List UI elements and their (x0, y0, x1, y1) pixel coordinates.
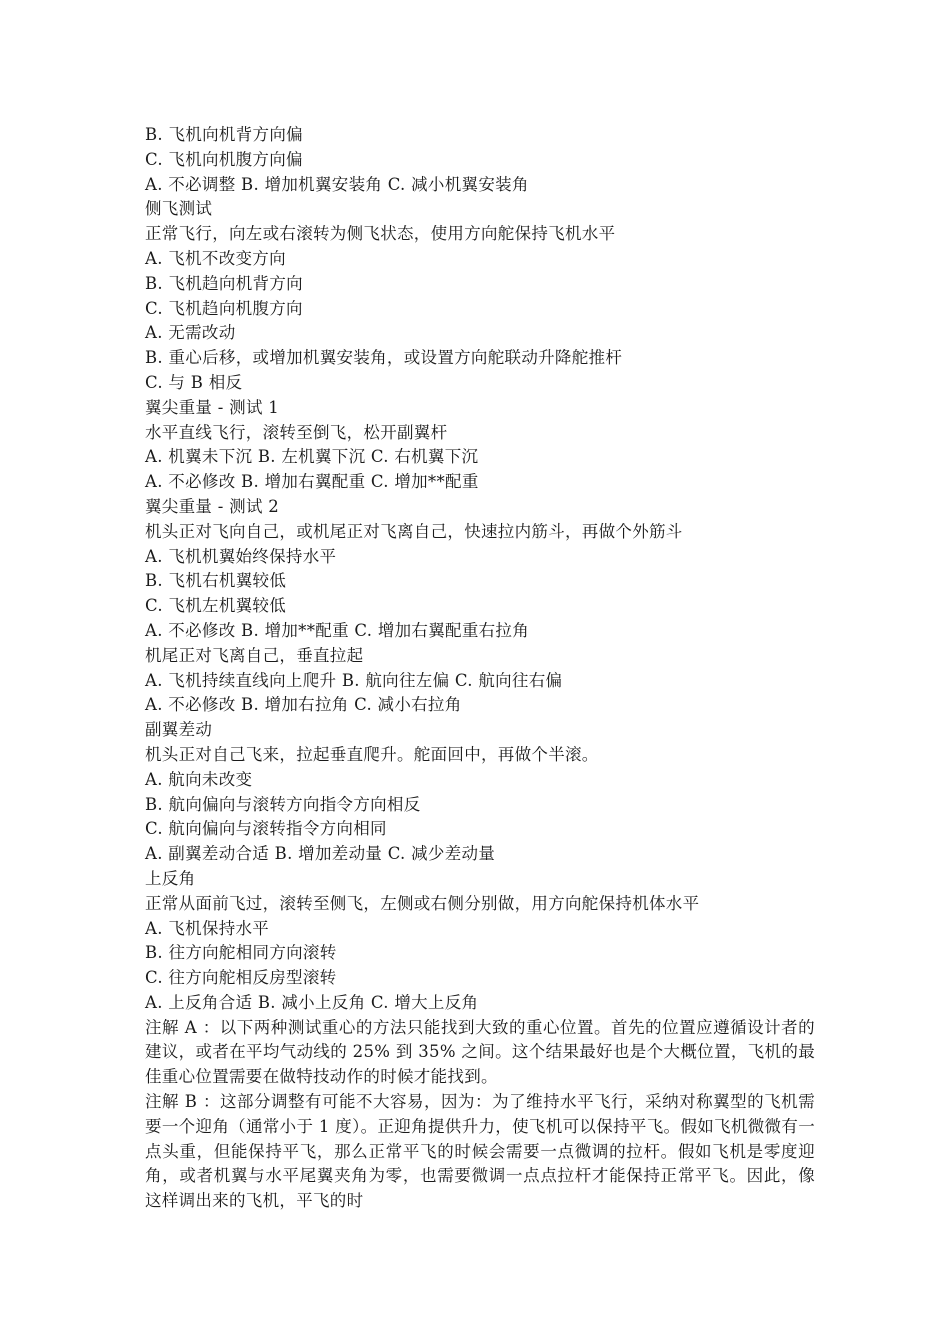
text-line: B. 飞机向机背方向偏 (145, 125, 303, 144)
text-line: B. 飞机右机翼较低 (145, 571, 287, 591)
text-line: A. 不必调整 B. 增加机翼安装角 C. 减小机翼安装角 (145, 174, 529, 194)
text-line: B. 重心后移，或增加机翼安装角，或设置方向舵联动升降舵推杆 (145, 348, 623, 368)
text-line: C. 飞机向机腹方向偏 (145, 149, 303, 169)
text-line: 正常飞行，向左或右滚转为侧飞状态，使用方向舵保持飞机水平 (145, 224, 616, 244)
text-line: C. 航向偏向与滚转指令方向相同 (145, 819, 387, 839)
section-heading: 翼尖重量 - 测试 2 (145, 496, 280, 516)
text-line: A. 飞机持续直线向上爬升 B. 航向往左偏 C. 航向往右偏 (145, 670, 563, 690)
text-line: B. 航向偏向与滚转方向指令方向相反 (145, 794, 421, 814)
document-page (145, 123, 815, 1214)
note-b-paragraph: 注解 B ：这部分调整有可能不大容易，因为：为了维持水平飞行，采纳对称翼型的飞机需要一个迎角（通常小于 1 度）。正迎角提供升力，使飞机可以保持平飞。假如飞机微微有一点头重，但能保持平飞，那么正常平飞的时候会需要一点微调的拉杆。假如飞机是零度迎角，或者机翼与水平尾翼夹角为零，也需要微调一点点拉杆才能保持正常平飞。因此，像这样调出来的飞机，平飞的时 (145, 1092, 815, 1211)
text-line: A. 无需改动 (145, 323, 236, 343)
text-line: A. 不必修改 B. 增加右拉角 C. 减小右拉角 (145, 695, 462, 715)
section-heading: 侧飞测试 (145, 199, 213, 219)
text-line: C. 飞机左机翼较低 (145, 596, 287, 616)
text-line: A. 上反角合适 B. 减小上反角 C. 增大上反角 (145, 992, 479, 1012)
text-line: A. 飞机机翼始终保持水平 (145, 546, 337, 566)
text-line: A. 飞机保持水平 (145, 918, 270, 938)
text-line: 机尾正对飞离自己，垂直拉起 (145, 645, 364, 665)
text-line: 正常从面前飞过，滚转至侧飞，左侧或右侧分别做，用方向舵保持机体水平 (145, 893, 700, 913)
text-line: A. 不必修改 B. 增加右翼配重 C. 增加**配重 (145, 472, 479, 492)
text-line: A. 机翼未下沉 B. 左机翼下沉 C. 右机翼下沉 (145, 447, 479, 467)
text-line: A. 不必修改 B. 增加**配重 C. 增加右翼配重右拉角 (145, 620, 530, 640)
section-heading: 翼尖重量 - 测试 1 (145, 397, 280, 417)
text-line: 水平直线飞行，滚转至倒飞，松开副翼杆 (145, 422, 448, 442)
text-line: 机头正对飞向自己，或机尾正对飞离自己，快速拉内筋斗，再做个外筋斗 (145, 521, 683, 541)
text-line: C. 往方向舵相反房型滚转 (145, 968, 337, 988)
note-a-paragraph: 注解 A ：以下两种测试重心的方法只能找到大致的重心位置。首先的位置应遵循设计者的建议，或者在平均气动线的 25% 到 35% 之间。这个结果最好也是个大概位置，飞机的最佳重心位置需要在做特技动作的时候才能找到。 (145, 1017, 815, 1087)
text-line: A. 航向未改变 (145, 769, 253, 789)
text-line: B. 飞机趋向机背方向 (145, 273, 303, 293)
text-line: A. 飞机不改变方向 (145, 248, 286, 268)
section-heading: 副翼差动 (145, 720, 213, 740)
text-line: C. 飞机趋向机腹方向 (145, 298, 303, 318)
text-line: 机头正对自己飞来，拉起垂直爬升。舵面回中，再做个半滚。 (145, 744, 599, 764)
text-line: A. 副翼差动合适 B. 增加差动量 C. 减少差动量 (145, 844, 496, 864)
text-line: C. 与 B 相反 (145, 372, 243, 392)
section-heading: 上反角 (145, 868, 196, 888)
text-line: B. 往方向舵相同方向滚转 (145, 943, 337, 963)
